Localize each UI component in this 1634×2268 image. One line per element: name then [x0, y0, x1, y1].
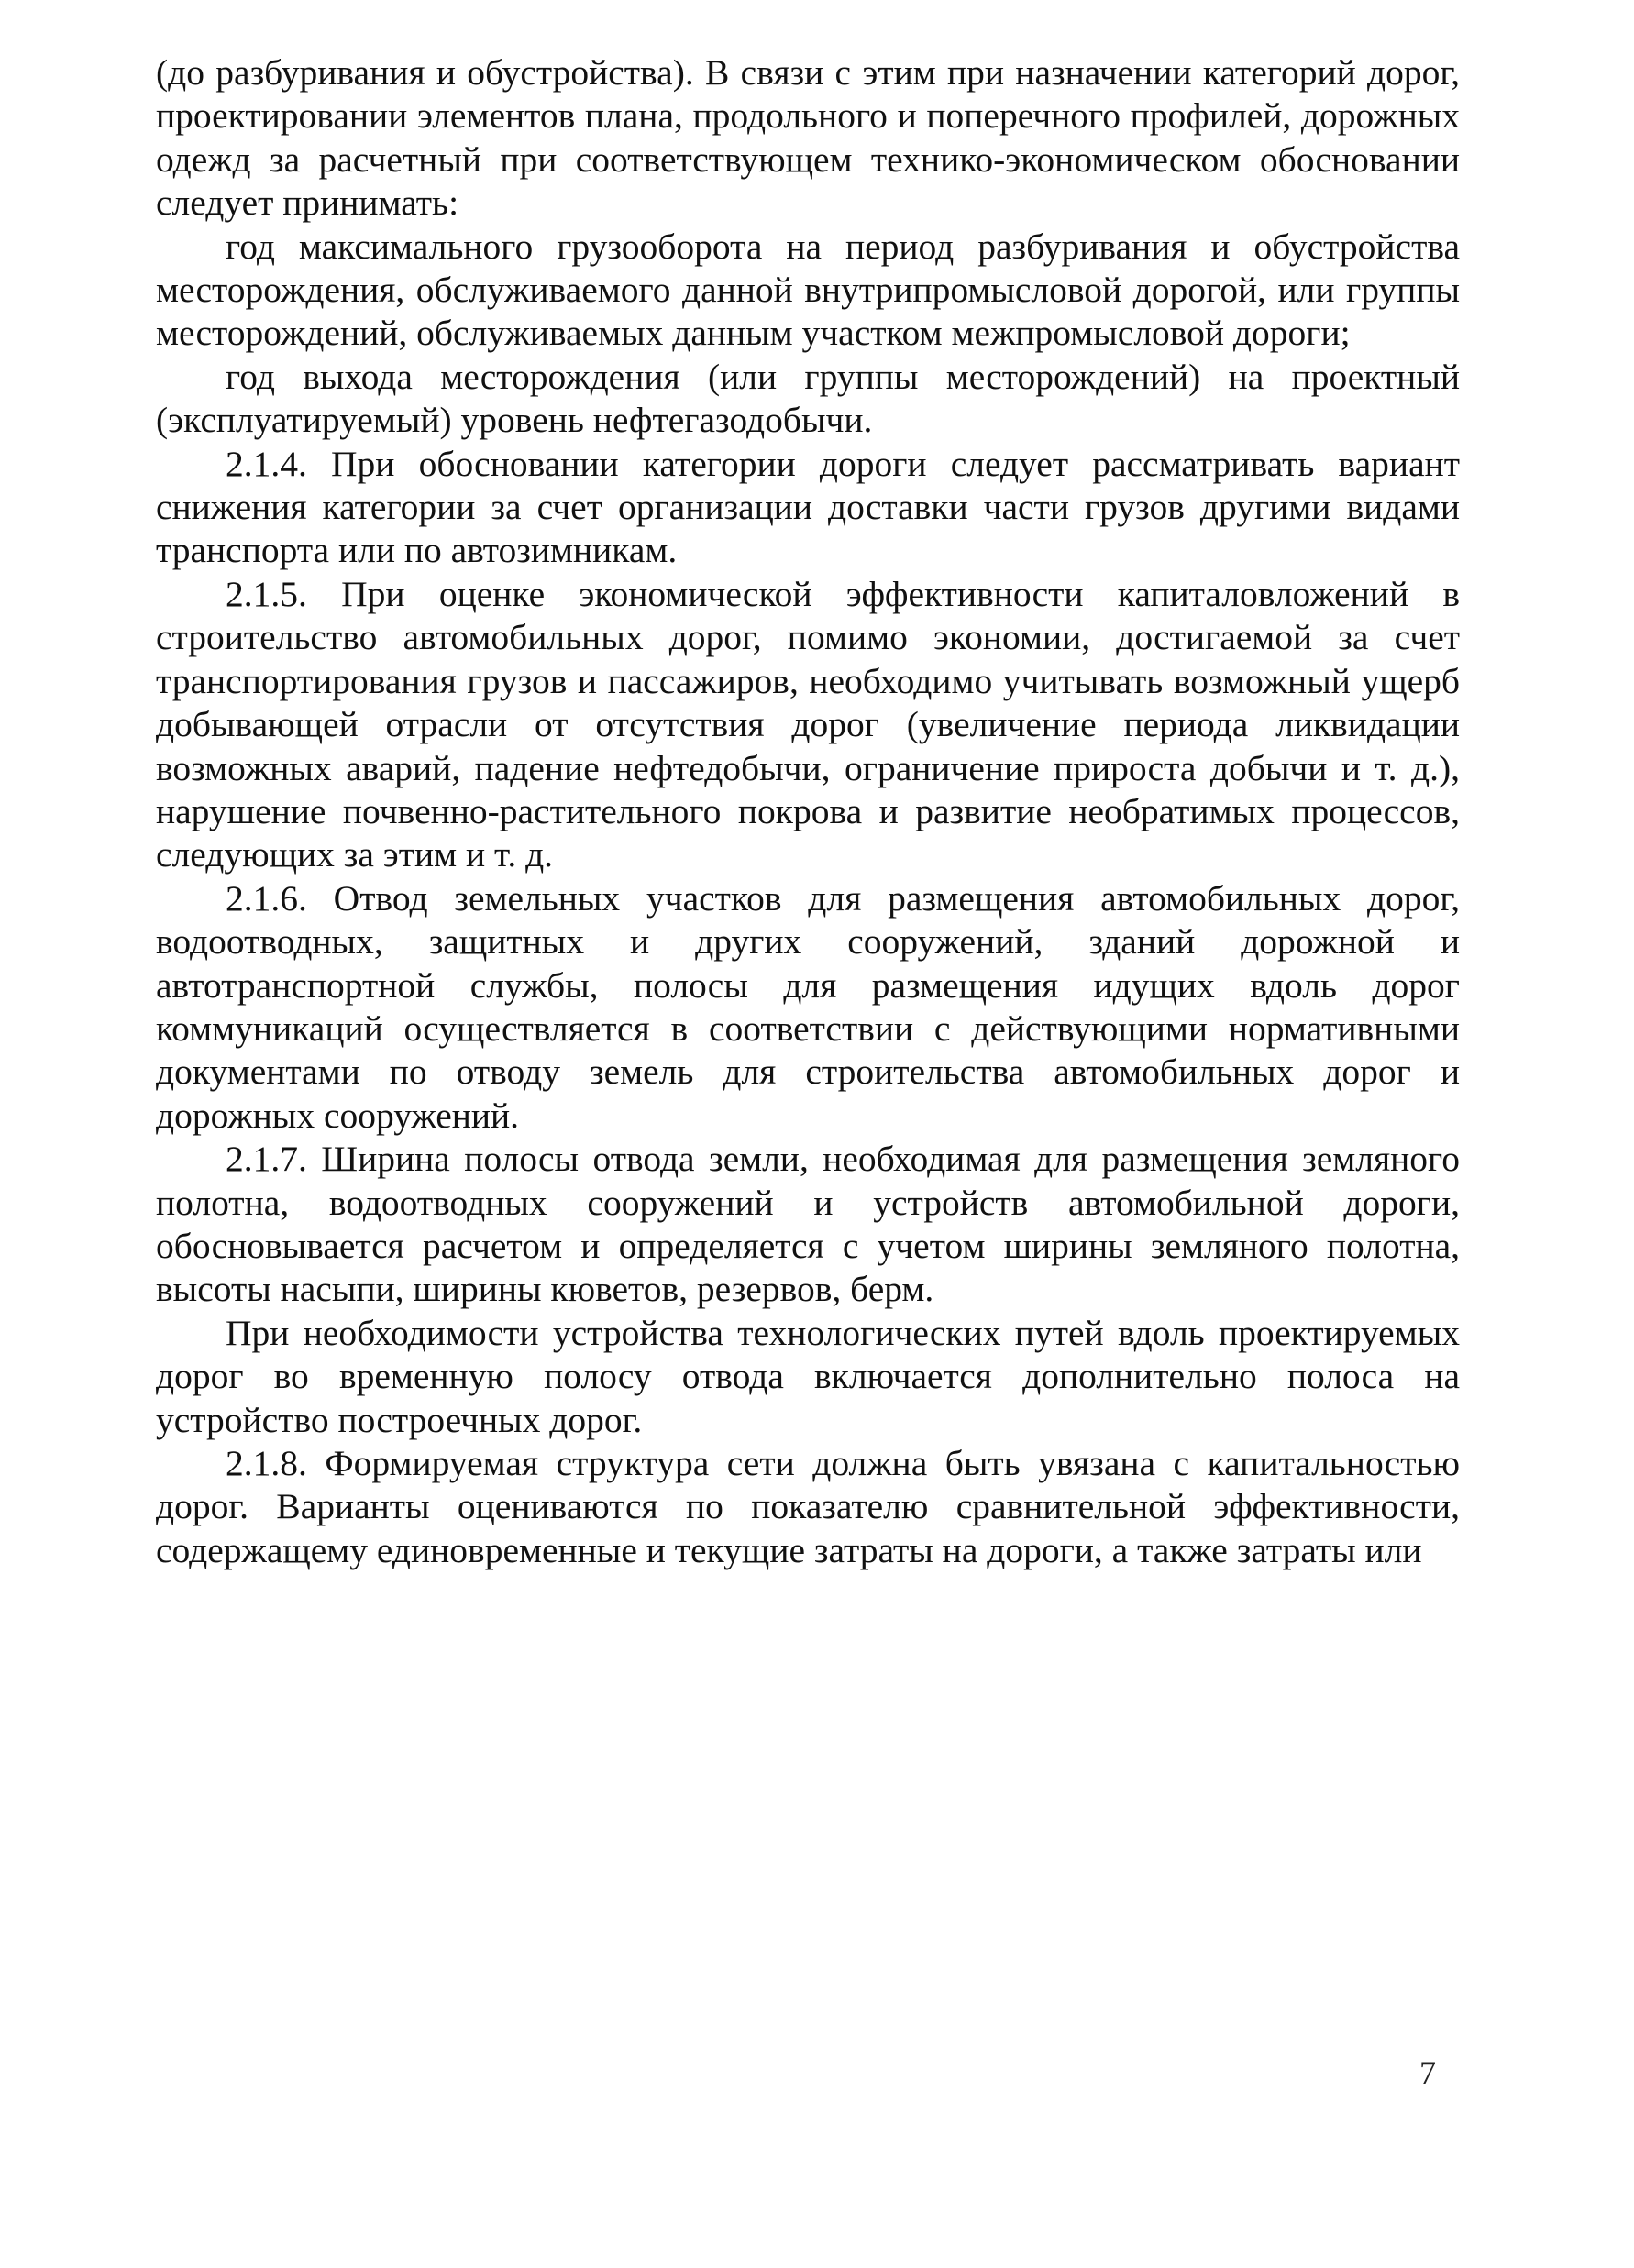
paragraph-technological-paths: При необходимости устройства технологических путей вдоль проектируемых дорог во временную полосу отвода включается дополнительно полоса на устройство построечных дорог. — [156, 1312, 1460, 1440]
paragraph-intro-continuation: (до разбуривания и обустройства). В связи с этим при назначении категорий дорог, проектировании элементов плана, продольного и поперечного профилей, дорожных одежд за расчетный при соответствующем технико-экономическом обосновании следует принимать: — [156, 52, 1460, 224]
page-number: 7 — [1419, 2054, 1436, 2091]
paragraph-2-1-5: 2.1.5. При оценке экономической эффективности капиталовложений в строительство автомобильных дорог, помимо экономии, достигаемой за счет транспортирования грузов и пассажиров, необходимо учитывать возможный ущерб добывающей отрасли от отсутствия дорог (увеличение периода ликвидации возможных аварий, падение нефтедобычи, ограничение прироста добычи и т. д.), нарушение почвенно-растительного покрова и развитие необратимых процессов, следующих за этим и т. д. — [156, 573, 1460, 875]
document-page — [156, 51, 1460, 1572]
paragraph-2-1-8: 2.1.8. Формируемая структура сети должна быть увязана с капитальностью дорог. Варианты оцениваются по показателю сравнительной эффективности, содержащему единовременные и текущие затраты на дороги, а также затраты или — [156, 1443, 1460, 1570]
paragraph-2-1-7: 2.1.7. Ширина полосы отвода земли, необходимая для размещения земляного полотна, водоотводных сооружений и устройств автомобильной дороги, обосновывается расчетом и определяется с учетом ширины земляного полотна, высоты насыпи, ширины кюветов, резервов, берм. — [156, 1139, 1460, 1310]
paragraph-design-level-year: год выхода месторождения (или группы месторождений) на проектный (эксплуатируемый) уровень нефтегазодобычи. — [156, 356, 1460, 441]
paragraph-2-1-6: 2.1.6. Отвод земельных участков для размещения автомобильных дорог, водоотводных, защитных и других сооружений, зданий дорожной и автотранспортной службы, полосы для размещения идущих вдоль дорог коммуникаций осуществляется в соответствии с действующими нормативными документами по отводу земель для строительства автомобильных дорог и дорожных сооружений. — [156, 877, 1460, 1136]
paragraph-max-freight-year: год максимального грузооборота на период разбуривания и обустройства месторождения, обслуживаемого данной внутрипромысловой дорогой, или группы месторождений, обслуживаемых данным участком межпромысловой дороги; — [156, 226, 1460, 354]
paragraph-2-1-4: 2.1.4. При обосновании категории дороги следует рассматривать вариант снижения категории за счет организации доставки части грузов другими видами транспорта или по автозимникам. — [156, 443, 1460, 571]
